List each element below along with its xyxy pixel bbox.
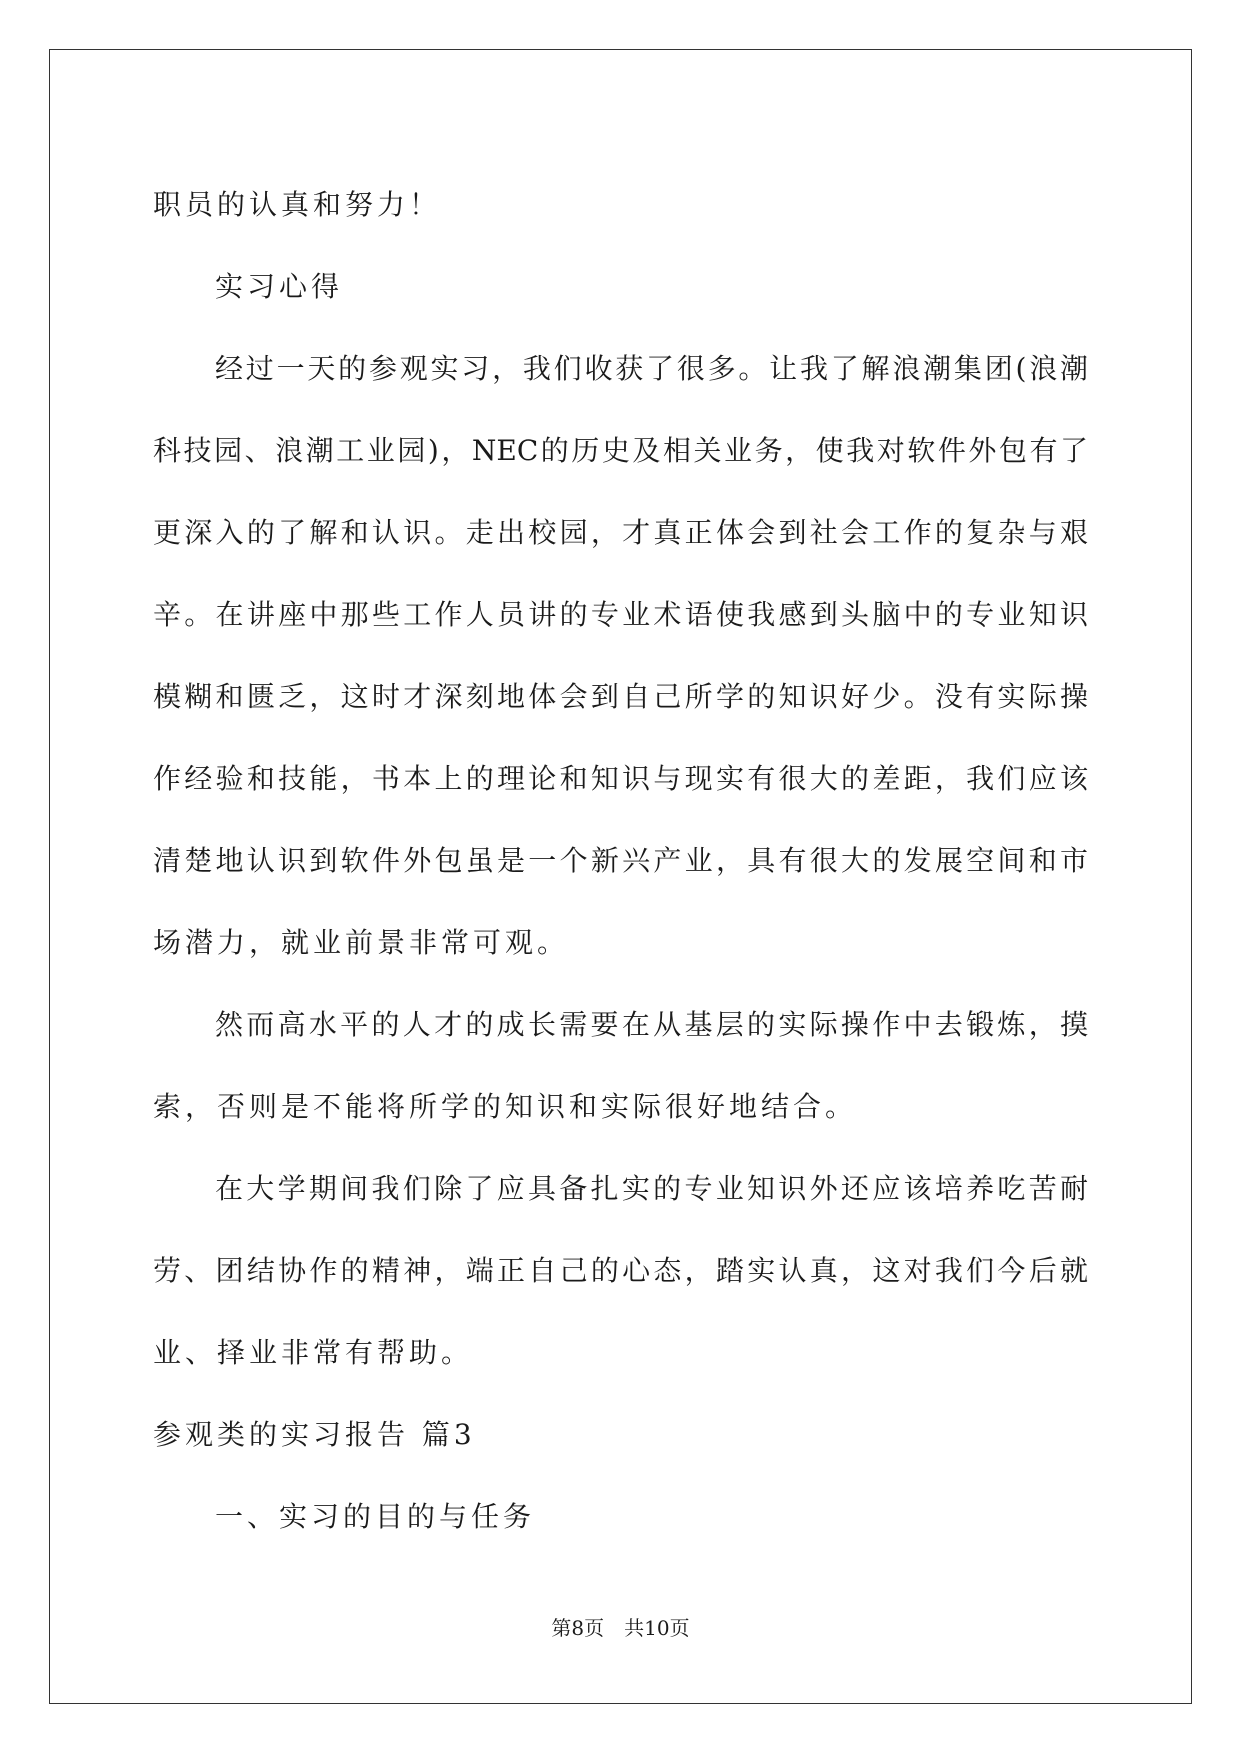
- text-line: 作经验和技能，书本上的理论和知识与现实有很大的差距，我们应该: [153, 762, 1088, 795]
- text-line: 业、择业非常有帮助。: [153, 1336, 474, 1369]
- text-line: 劳、团结协作的精神，端正自己的心态，踏实认真，这对我们今后就: [153, 1254, 1088, 1287]
- text-line: 清楚地认识到软件外包虽是一个新兴产业，具有很大的发展空间和市: [153, 844, 1088, 877]
- text-line: 科技园、浪潮工业园)，NEC的历史及相关业务，使我对软件外包有了: [153, 434, 1088, 467]
- page-number-footer: 第8页 共10页: [551, 1616, 690, 1640]
- text-line: 场潜力，就业前景非常可观。: [153, 926, 570, 959]
- section-heading-internship-thoughts: 实习心得: [215, 270, 344, 303]
- text-line: 更深入的了解和认识。走出校园，才真正体会到社会工作的复杂与艰: [153, 516, 1088, 549]
- text-line: 职员的认真和努力！: [153, 188, 442, 221]
- section-heading-purpose-and-tasks: 一、实习的目的与任务: [215, 1500, 536, 1533]
- text-line: 索，否则是不能将所学的知识和实际很好地结合。: [153, 1090, 858, 1123]
- text-line: 在大学期间我们除了应具备扎实的专业知识外还应该培养吃苦耐: [215, 1172, 1088, 1205]
- text-line: 模糊和匮乏，这时才深刻地体会到自己所学的知识好少。没有实际操: [153, 680, 1088, 713]
- document-body: [153, 164, 1088, 1558]
- text-line: 经过一天的参观实习，我们收获了很多。让我了解浪潮集团(浪潮: [215, 352, 1088, 385]
- report-title-part-3: 参观类的实习报告 篇3: [153, 1418, 476, 1451]
- text-line: 然而高水平的人才的成长需要在从基层的实际操作中去锻炼，摸: [215, 1008, 1088, 1041]
- text-line: 辛。在讲座中那些工作人员讲的专业术语使我感到头脑中的专业知识: [153, 598, 1088, 631]
